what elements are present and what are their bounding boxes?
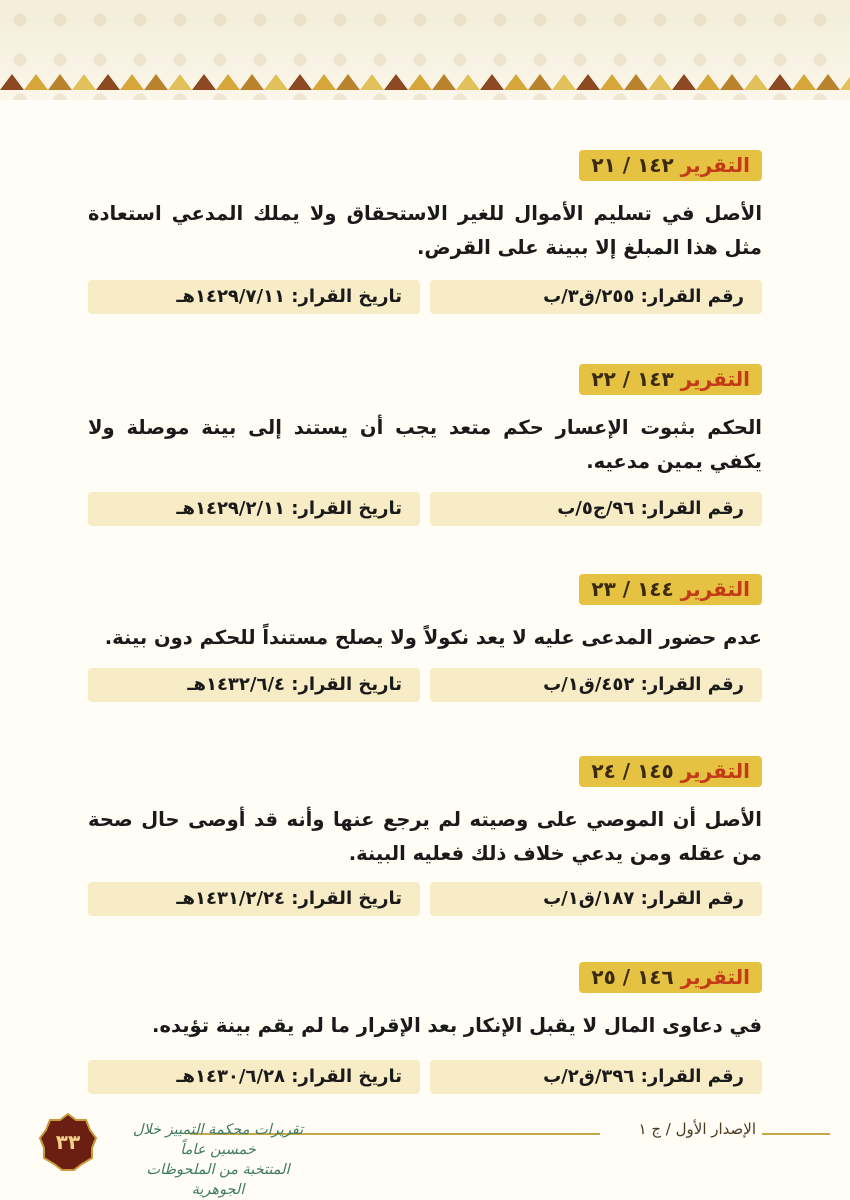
ruling-title-number: ١٤٢ / ٢١ [591,153,681,177]
border-triangle [528,74,552,90]
ruling-title-word: التقرير [680,759,750,783]
book-title-line2: المنتخبة من الملحوظات الجوهرية [146,1162,290,1198]
ruling-title-number: ١٤٦ / ٢٥ [591,965,681,989]
ruling-meta-row-2 [88,492,762,526]
ruling-text: الأصل أن الموصي على وصيته لم يرجع عنها وأنه قد أوصى حال صحة من عقله ومن يدعي خلاف ذلك فعليه البينة. [88,808,762,865]
ruling-text: الحكم بثبوت الإعسار حكم متعد يجب أن يستند إلى بينة موصلة ولا يكفي يمين مدعيه. [88,416,762,473]
border-triangle [792,74,816,90]
border-triangle [48,74,72,90]
border-triangle [72,74,96,90]
ruling-title-badge [579,756,762,787]
border-triangle [264,74,288,90]
border-triangle [336,74,360,90]
book-title-line1: تقريرات محكمة التمييز خلال خمسين عاماً [132,1122,304,1158]
border-triangle [216,74,240,90]
ruling-title-number: ١٤٥ / ٢٤ [591,759,681,783]
ruling-title-number: ١٤٣ / ٢٢ [591,367,681,391]
border-triangle [432,74,456,90]
ruling-title-badge [579,364,762,395]
border-triangle [168,74,192,90]
header-triangle-border [0,70,850,92]
ruling-title-number: ١٤٤ / ٢٣ [591,577,681,601]
border-triangle [0,74,24,90]
ruling-section-1 [88,150,762,265]
ruling-title-word: التقرير [680,577,750,601]
border-triangle [312,74,336,90]
border-triangle [672,74,696,90]
decision-number: رقم القرار: ١٨٧/ق١/ب [430,882,762,916]
ruling-text: عدم حضور المدعى عليه لا يعد نكولاً ولا يصلح مستنداً للحكم دون بينة. [104,626,762,649]
border-triangle [288,74,312,90]
page-footer [0,1100,850,1200]
volume-label: الإصدار الأول / ج ١ [633,1120,762,1138]
border-triangle [480,74,504,90]
border-triangle [552,74,576,90]
ruling-meta-row-5 [88,1060,762,1094]
border-triangle [840,74,850,90]
ruling-meta-row-3 [88,668,762,702]
decision-date: تاريخ القرار: ١٤٣٢/٦/٤هـ [88,668,420,702]
ruling-text: في دعاوى المال لا يقبل الإنكار بعد الإقرار ما لم يقم بينة تؤيده. [152,1014,762,1037]
border-triangle [96,74,120,90]
decision-number: رقم القرار: ٢٥٥/ق٣/ب [430,280,762,314]
border-triangle [192,74,216,90]
border-triangle [120,74,144,90]
ruling-title-word: التقرير [680,965,750,989]
ruling-section-2 [88,364,762,479]
book-title [118,1120,318,1200]
decision-date: تاريخ القرار: ١٤٢٩/٧/١١هـ [88,280,420,314]
ruling-section-4 [88,756,762,871]
decision-date: تاريخ القرار: ١٤٣٠/٦/٢٨هـ [88,1060,420,1094]
border-triangle [24,74,48,90]
border-triangle [360,74,384,90]
ruling-section-3 [88,574,762,655]
ruling-meta-row-4 [88,882,762,916]
border-triangle [624,74,648,90]
border-triangle [744,74,768,90]
border-triangle [696,74,720,90]
border-triangle [600,74,624,90]
border-triangle [768,74,792,90]
decision-number: رقم القرار: ٤٥٢/ق١/ب [430,668,762,702]
decision-number: رقم القرار: ٩٦/ج٥/ب [430,492,762,526]
ruling-title-word: التقرير [680,367,750,391]
border-triangle [576,74,600,90]
border-triangle [648,74,672,90]
border-triangle [144,74,168,90]
border-triangle [384,74,408,90]
ruling-section-5 [88,962,762,1043]
decision-date: تاريخ القرار: ١٤٣١/٢/٢٤هـ [88,882,420,916]
decision-number: رقم القرار: ٣٩٦/ق٢/ب [430,1060,762,1094]
ruling-title-word: التقرير [680,153,750,177]
decision-date: تاريخ القرار: ١٤٢٩/٢/١١هـ [88,492,420,526]
ruling-title-badge [579,574,762,605]
border-triangle [456,74,480,90]
ruling-title-badge [579,150,762,181]
border-triangle [240,74,264,90]
border-triangle [720,74,744,90]
border-triangle [504,74,528,90]
page-number: ٣٣ [55,1130,81,1154]
border-triangle [816,74,840,90]
ruling-text: الأصل في تسليم الأموال للغير الاستحقاق ولا يملك المدعي استعادة مثل هذا المبلغ إلا ببينة على القرض. [88,202,762,259]
border-triangle [408,74,432,90]
ruling-meta-row-1 [88,280,762,314]
ruling-title-badge [579,962,762,993]
